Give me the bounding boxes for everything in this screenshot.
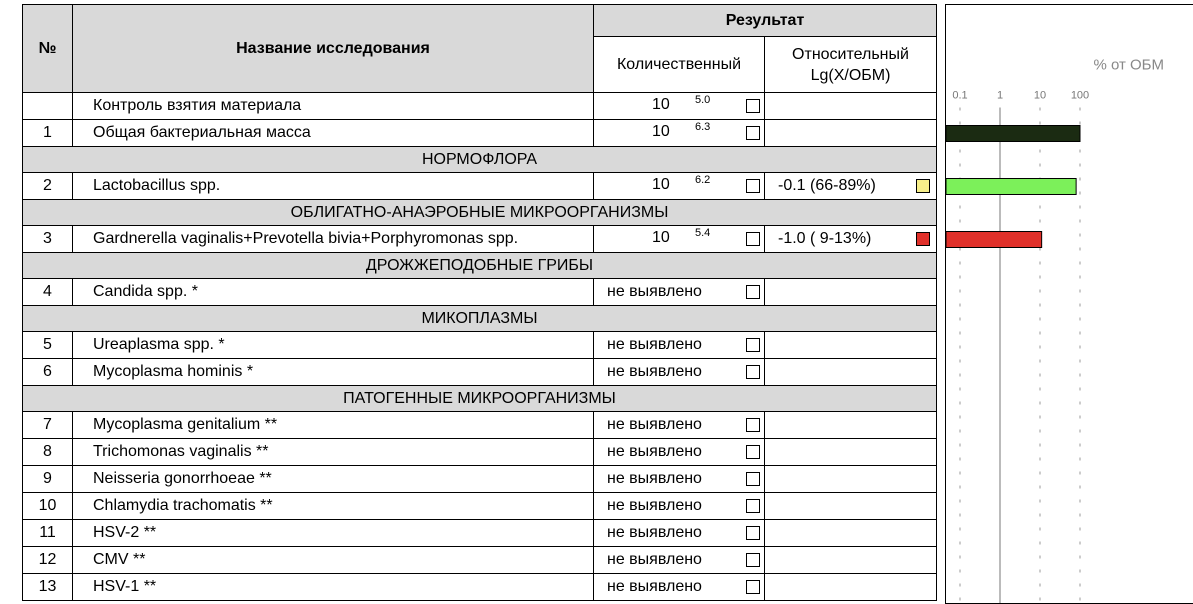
result-checkbox[interactable] [746, 580, 760, 594]
relative-cell [765, 574, 937, 601]
quantity-base: 10 [652, 96, 670, 113]
chart-title: % от ОБМ [1093, 56, 1164, 74]
quantitative-cell [594, 173, 765, 200]
row-number: 13 [23, 574, 73, 601]
relative-cell [765, 332, 937, 359]
row-number: 6 [23, 359, 73, 386]
table-row [23, 574, 937, 601]
quantitative-cell [594, 547, 765, 574]
result-checkbox[interactable] [746, 179, 760, 193]
header-quantitative: Количественный [594, 37, 765, 93]
bar-chart [946, 5, 1193, 604]
test-name: Candida spp. * [73, 279, 594, 306]
quantity-exponent: 5.0 [695, 94, 711, 106]
relative-cell [765, 120, 937, 147]
test-name: HSV-2 ** [73, 520, 594, 547]
section-row [23, 386, 937, 412]
row-number: 2 [23, 173, 73, 200]
not-detected-text: не выявлено [607, 416, 702, 433]
relative-cell [765, 412, 937, 439]
quantitative-cell [594, 120, 765, 147]
table-row [23, 332, 937, 359]
quantitative-cell [594, 359, 765, 386]
relative-cell [765, 173, 937, 200]
result-checkbox[interactable] [746, 338, 760, 352]
quantitative-cell [594, 226, 765, 253]
row-number: 10 [23, 493, 73, 520]
section-row [23, 147, 937, 173]
not-detected-text: не выявлено [607, 470, 702, 487]
section-label: НОРМОФЛОРА [23, 147, 937, 173]
relative-cell [765, 226, 937, 253]
not-detected-text: не выявлено [607, 578, 702, 595]
row-number: 4 [23, 279, 73, 306]
table-row [23, 493, 937, 520]
chart-bar [946, 232, 1042, 248]
row-number: 5 [23, 332, 73, 359]
relative-cell [765, 359, 937, 386]
result-checkbox[interactable] [746, 445, 760, 459]
quantity-exponent: 5.4 [695, 227, 711, 239]
not-detected-text: не выявлено [607, 363, 702, 380]
quantitative-cell [594, 93, 765, 120]
row-number: 12 [23, 547, 73, 574]
test-name: Контроль взятия материала [73, 93, 594, 120]
result-checkbox[interactable] [746, 418, 760, 432]
tick-label: 10 [1033, 89, 1047, 102]
quantitative-cell [594, 520, 765, 547]
section-label: ДРОЖЖЕПОДОБНЫЕ ГРИБЫ [23, 253, 937, 279]
result-checkbox[interactable] [746, 99, 760, 113]
tick-label: 0.1 [952, 89, 968, 102]
section-label: МИКОПЛАЗМЫ [23, 306, 937, 332]
test-name: Mycoplasma hominis * [73, 359, 594, 386]
result-checkbox[interactable] [746, 285, 760, 299]
table-row [23, 359, 937, 386]
not-detected-text: не выявлено [607, 443, 702, 460]
table-row [23, 547, 937, 574]
result-checkbox[interactable] [746, 126, 760, 140]
row-number: 7 [23, 412, 73, 439]
table-row [23, 226, 937, 253]
tick-label: 100 [1070, 89, 1090, 102]
table-row [23, 466, 937, 493]
table-row [23, 120, 937, 147]
section-label: ПАТОГЕННЫЕ МИКРООРГАНИЗМЫ [23, 386, 937, 412]
header-result: Результат [594, 5, 937, 37]
bar-chart-panel [945, 4, 1193, 604]
quantity-exponent: 6.2 [695, 174, 711, 186]
table-row [23, 279, 937, 306]
relative-cell [765, 520, 937, 547]
row-number: 9 [23, 466, 73, 493]
not-detected-text: не выявлено [607, 497, 702, 514]
test-name: Lactobacillus spp. [73, 173, 594, 200]
section-label: ОБЛИГАТНО-АНАЭРОБНЫЕ МИКРООРГАНИЗМЫ [23, 200, 937, 226]
relative-cell [765, 493, 937, 520]
tick-label: 1 [996, 89, 1004, 102]
test-name: CMV ** [73, 547, 594, 574]
quantitative-cell [594, 466, 765, 493]
table-row [23, 93, 937, 120]
row-number [23, 93, 73, 120]
quantitative-cell [594, 332, 765, 359]
test-name: Gardnerella vaginalis+Prevotella bivia+Porphyromonas spp. [73, 226, 594, 253]
not-detected-text: не выявлено [607, 524, 702, 541]
table-row [23, 412, 937, 439]
row-number: 11 [23, 520, 73, 547]
result-checkbox[interactable] [746, 553, 760, 567]
relative-value: -1.0 ( 9-13%) [778, 230, 872, 247]
result-checkbox[interactable] [746, 526, 760, 540]
relative-cell [765, 439, 937, 466]
test-name: Общая бактериальная масса [73, 120, 594, 147]
result-checkbox[interactable] [746, 232, 760, 246]
row-number: 8 [23, 439, 73, 466]
quantitative-cell [594, 412, 765, 439]
quantitative-cell [594, 574, 765, 601]
relative-cell [765, 547, 937, 574]
quantitative-cell [594, 279, 765, 306]
relative-value: -0.1 (66-89%) [778, 177, 876, 194]
result-checkbox[interactable] [746, 499, 760, 513]
relative-status-swatch [916, 232, 930, 246]
not-detected-text: не выявлено [607, 551, 702, 568]
quantitative-cell [594, 439, 765, 466]
result-checkbox[interactable] [746, 472, 760, 486]
not-detected-text: не выявлено [607, 336, 702, 353]
test-name: Mycoplasma genitalium ** [73, 412, 594, 439]
not-detected-text: не выявлено [607, 283, 702, 300]
table-row [23, 439, 937, 466]
relative-cell [765, 279, 937, 306]
section-row [23, 253, 937, 279]
test-name: Neisseria gonorrhoeae ** [73, 466, 594, 493]
test-name: Ureaplasma spp. * [73, 332, 594, 359]
row-number: 3 [23, 226, 73, 253]
quantity-base: 10 [652, 229, 670, 246]
test-name: Trichomonas vaginalis ** [73, 439, 594, 466]
row-number: 1 [23, 120, 73, 147]
header-test-name: Название исследования [73, 5, 594, 93]
result-checkbox[interactable] [746, 365, 760, 379]
quantity-base: 10 [652, 176, 670, 193]
quantity-exponent: 6.3 [695, 121, 711, 133]
test-name: HSV-1 ** [73, 574, 594, 601]
relative-status-swatch [916, 179, 930, 193]
table-row [23, 520, 937, 547]
results-table [22, 4, 937, 601]
table-row [23, 173, 937, 200]
header-relative: Относительный Lg(X/ОБМ) [765, 37, 937, 93]
quantity-base: 10 [652, 123, 670, 140]
relative-cell [765, 93, 937, 120]
relative-cell [765, 466, 937, 493]
test-name: Chlamydia trachomatis ** [73, 493, 594, 520]
header-num: № [23, 5, 73, 93]
quantitative-cell [594, 493, 765, 520]
section-row [23, 306, 937, 332]
chart-bar [946, 126, 1080, 142]
section-row [23, 200, 937, 226]
chart-bar [946, 179, 1076, 195]
